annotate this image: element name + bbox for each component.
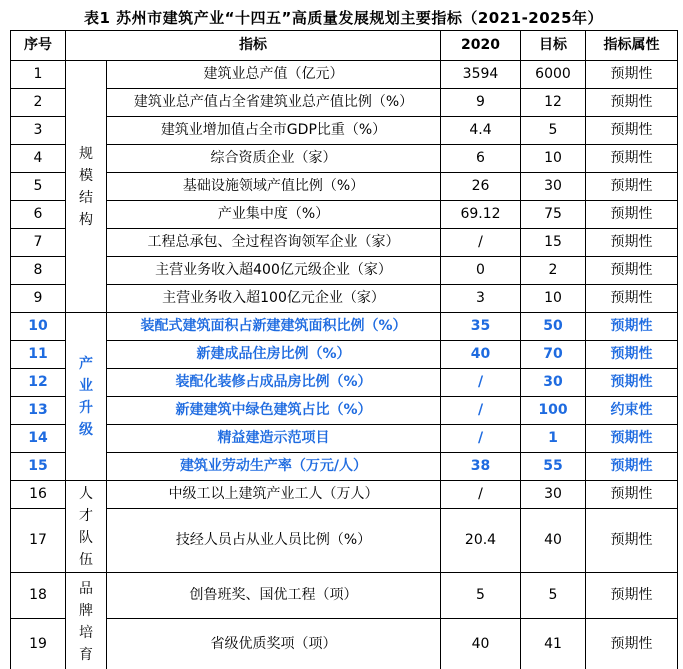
cell-2020-value: 40: [441, 341, 521, 369]
cell-2020-value: 9: [441, 89, 521, 117]
cell-target-value: 6000: [521, 61, 586, 89]
cell-row-number: 8: [11, 257, 66, 285]
cell-indicator: 装配化装修占成品房比例（%）: [107, 369, 441, 397]
table-row: [11, 201, 678, 229]
cell-row-number: 14: [11, 425, 66, 453]
cell-attribute: 预期性: [586, 453, 678, 481]
cell-2020-value: /: [441, 425, 521, 453]
cell-row-number: 13: [11, 397, 66, 425]
cell-2020-value: 35: [441, 313, 521, 341]
cell-indicator: 基础设施领域产值比例（%）: [107, 173, 441, 201]
table-row: [11, 341, 678, 369]
cell-row-number: 5: [11, 173, 66, 201]
cell-2020-value: 0: [441, 257, 521, 285]
group-cell: [66, 313, 107, 481]
cell-target-value: 12: [521, 89, 586, 117]
cell-indicator: 建筑业总产值占全省建筑业总产值比例（%）: [107, 89, 441, 117]
cell-2020-value: 20.4: [441, 509, 521, 573]
cell-row-number: 11: [11, 341, 66, 369]
group-label: 规模结构: [78, 145, 93, 228]
table-title: 表1 苏州市建筑产业“十四五”高质量发展规划主要指标（2021-2025年）: [83, 9, 604, 27]
cell-target-value: 30: [521, 173, 586, 201]
cell-2020-value: 3594: [441, 61, 521, 89]
table-row: [11, 509, 678, 573]
group-cell: [66, 481, 107, 573]
cell-target-value: 10: [521, 145, 586, 173]
table-row: [11, 369, 678, 397]
group-label: 人才队伍: [78, 485, 93, 568]
cell-target-value: 40: [521, 509, 586, 573]
group-label: 产业升级: [78, 355, 93, 438]
cell-attribute: 预期性: [586, 619, 678, 669]
cell-indicator: 工程总承包、全过程咨询领军企业（家）: [107, 229, 441, 257]
cell-row-number: 18: [11, 573, 66, 619]
cell-target-value: 5: [521, 117, 586, 145]
cell-row-number: 19: [11, 619, 66, 669]
cell-indicator: 精益建造示范项目: [107, 425, 441, 453]
cell-attribute: 预期性: [586, 313, 678, 341]
cell-indicator: 装配式建筑面积占新建建筑面积比例（%）: [107, 313, 441, 341]
table-row: [11, 453, 678, 481]
cell-indicator: 新建成品住房比例（%）: [107, 341, 441, 369]
cell-row-number: 6: [11, 201, 66, 229]
cell-2020-value: /: [441, 369, 521, 397]
cell-indicator: 建筑业劳动生产率（万元/人）: [107, 453, 441, 481]
cell-target-value: 10: [521, 285, 586, 313]
column-header-attribute: 指标属性: [586, 31, 678, 61]
table-row: [11, 619, 678, 669]
cell-target-value: 100: [521, 397, 586, 425]
indicators-table: [10, 30, 678, 669]
cell-row-number: 16: [11, 481, 66, 509]
table-row: [11, 257, 678, 285]
cell-attribute: 预期性: [586, 145, 678, 173]
cell-indicator: 中级工以上建筑产业工人（万人）: [107, 481, 441, 509]
cell-target-value: 55: [521, 453, 586, 481]
cell-attribute: 预期性: [586, 369, 678, 397]
table-row: [11, 145, 678, 173]
table-row: [11, 425, 678, 453]
cell-2020-value: 40: [441, 619, 521, 669]
cell-attribute: 预期性: [586, 117, 678, 145]
cell-attribute: 预期性: [586, 89, 678, 117]
cell-row-number: 9: [11, 285, 66, 313]
cell-row-number: 3: [11, 117, 66, 145]
column-header-indicator: 指标: [66, 31, 441, 61]
cell-2020-value: /: [441, 229, 521, 257]
cell-row-number: 1: [11, 61, 66, 89]
cell-attribute: 预期性: [586, 229, 678, 257]
cell-indicator: 创鲁班奖、国优工程（项）: [107, 573, 441, 619]
cell-2020-value: 5: [441, 573, 521, 619]
cell-target-value: 30: [521, 481, 586, 509]
cell-2020-value: /: [441, 397, 521, 425]
header-row: [11, 31, 678, 61]
cell-indicator: 建筑业总产值（亿元）: [107, 61, 441, 89]
cell-row-number: 10: [11, 313, 66, 341]
cell-row-number: 2: [11, 89, 66, 117]
table-row: [11, 117, 678, 145]
cell-target-value: 70: [521, 341, 586, 369]
cell-attribute: 约束性: [586, 397, 678, 425]
table-row: [11, 173, 678, 201]
cell-indicator: 主营业务收入超100亿元企业（家）: [107, 285, 441, 313]
table-row: [11, 397, 678, 425]
table-row: [11, 313, 678, 341]
group-label: 品牌培育: [78, 580, 93, 663]
table-row: [11, 573, 678, 619]
cell-indicator: 综合资质企业（家）: [107, 145, 441, 173]
table-row: [11, 481, 678, 509]
cell-attribute: 预期性: [586, 257, 678, 285]
cell-attribute: 预期性: [586, 425, 678, 453]
table-row: [11, 285, 678, 313]
cell-indicator: 新建建筑中绿色建筑占比（%）: [107, 397, 441, 425]
cell-indicator: 主营业务收入超400亿元级企业（家）: [107, 257, 441, 285]
cell-attribute: 预期性: [586, 481, 678, 509]
cell-2020-value: 4.4: [441, 117, 521, 145]
cell-2020-value: /: [441, 481, 521, 509]
cell-attribute: 预期性: [586, 285, 678, 313]
cell-indicator: 产业集中度（%）: [107, 201, 441, 229]
cell-attribute: 预期性: [586, 201, 678, 229]
cell-target-value: 41: [521, 619, 586, 669]
cell-2020-value: 3: [441, 285, 521, 313]
cell-2020-value: 6: [441, 145, 521, 173]
cell-target-value: 15: [521, 229, 586, 257]
group-cell: [66, 573, 107, 669]
table-row: [11, 89, 678, 117]
cell-target-value: 5: [521, 573, 586, 619]
cell-indicator: 技经人员占从业人员比例（%）: [107, 509, 441, 573]
cell-attribute: 预期性: [586, 509, 678, 573]
column-header-2020: 2020: [441, 31, 521, 61]
cell-2020-value: 69.12: [441, 201, 521, 229]
cell-target-value: 50: [521, 313, 586, 341]
cell-row-number: 12: [11, 369, 66, 397]
cell-2020-value: 26: [441, 173, 521, 201]
cell-attribute: 预期性: [586, 173, 678, 201]
cell-indicator: 省级优质奖项（项）: [107, 619, 441, 669]
cell-attribute: 预期性: [586, 573, 678, 619]
cell-target-value: 30: [521, 369, 586, 397]
column-header-no: 序号: [11, 31, 66, 61]
column-header-target: 目标: [521, 31, 586, 61]
group-cell: [66, 61, 107, 313]
cell-row-number: 7: [11, 229, 66, 257]
cell-2020-value: 38: [441, 453, 521, 481]
cell-target-value: 2: [521, 257, 586, 285]
cell-row-number: 4: [11, 145, 66, 173]
cell-row-number: 17: [11, 509, 66, 573]
cell-target-value: 75: [521, 201, 586, 229]
cell-row-number: 15: [11, 453, 66, 481]
table-row: [11, 61, 678, 89]
cell-indicator: 建筑业增加值占全市GDP比重（%）: [107, 117, 441, 145]
cell-attribute: 预期性: [586, 341, 678, 369]
table-row: [11, 229, 678, 257]
cell-attribute: 预期性: [586, 61, 678, 89]
cell-target-value: 1: [521, 425, 586, 453]
